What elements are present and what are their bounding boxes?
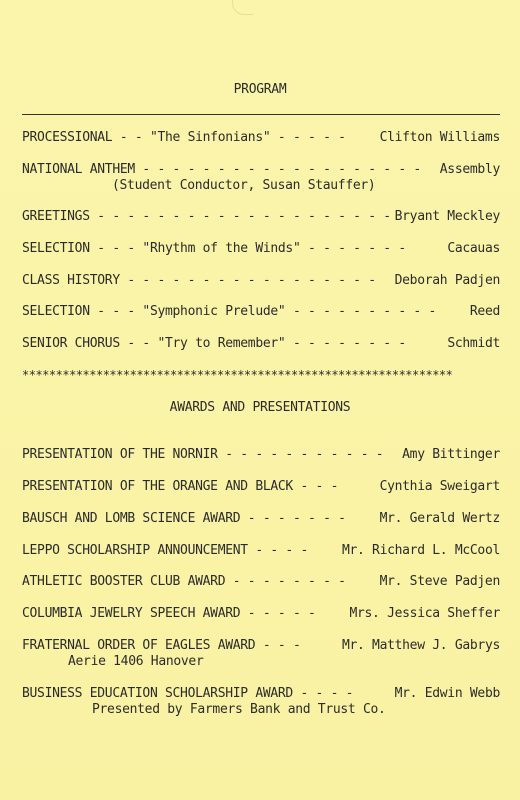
entry-left: BUSINESS EDUCATION SCHOLARSHIP AWARD - - - - [22,686,354,701]
entry-right: Schmidt [447,336,500,351]
entry-right: Mr. Gerald Wertz [379,511,500,526]
entry-right: Mr. Edwin Webb [394,686,500,701]
entry-left: CLASS HISTORY - - - - - - - - - - - - - - - - - [22,273,376,288]
entry-left: NATIONAL ANTHEM - - - - - - - - - - - - - - - - - - - [22,162,421,177]
award-entry [22,543,500,559]
entry-right: Mrs. Jessica Sheffer [349,606,500,621]
program-entry [22,273,500,289]
awards-heading: AWARDS AND PRESENTATIONS [169,400,351,415]
entry-right: Reed [469,304,500,319]
program-entry [22,304,500,320]
award-entry [22,574,500,590]
entry-right: Mr. Steve Padjen [379,574,500,589]
entry-left: PRESENTATION OF THE ORANGE AND BLACK - - - [22,479,339,494]
award-entry [22,479,500,495]
award-entry [22,686,500,702]
entry-left: SELECTION - - - "Symphonic Prelude" - - - - - - - - - - [22,304,436,319]
entry-subline: Presented by Farmers Bank and Trust Co. [92,702,386,717]
entry-right: Mr. Matthew J. Gabrys [341,638,500,653]
paper-fold-mark [232,0,253,15]
program-heading: PROGRAM [233,82,287,97]
award-entry [22,511,500,527]
entry-right: Amy Bittinger [402,447,500,462]
entry-right: Cynthia Sweigart [379,479,500,494]
entry-left: GREETINGS - - - - - - - - - - - - - - - - - - - - [22,209,391,224]
program-entry [22,209,500,225]
entry-left: LEPPO SCHOLARSHIP ANNOUNCEMENT - - - - [22,543,309,558]
program-entry [22,336,500,352]
program-entry [22,241,500,257]
entry-right: Bryant Meckley [394,209,500,224]
entry-subline: Aerie 1406 Hanover [68,654,204,669]
entry-left: FRATERNAL ORDER OF EAGLES AWARD - - - [22,638,301,653]
award-entry [22,638,500,654]
entry-right: Clifton Williams [379,130,500,145]
entry-left: PROCESSIONAL - - "The Sinfonians" - - - - - [22,130,346,145]
entry-subline: (Student Conductor, Susan Stauffer) [112,178,376,193]
entry-left: PRESENTATION OF THE NORNIR - - - - - - - - - - - [22,447,384,462]
entry-right: Assembly [439,162,500,177]
program-entry [22,130,500,146]
award-entry [22,606,500,622]
entry-right: Mr. Richard L. McCool [341,543,500,558]
entry-left: SENIOR CHORUS - - "Try to Remember" - - - - - - - - [22,336,406,351]
entry-left: COLUMBIA JEWELRY SPEECH AWARD - - - - - [22,606,316,621]
entry-left: ATHLETIC BOOSTER CLUB AWARD - - - - - - - - [22,574,346,589]
entry-right: Deborah Padjen [394,273,500,288]
entry-left: BAUSCH AND LOMB SCIENCE AWARD - - - - - - - [22,511,346,526]
program-entry [22,162,500,178]
award-entry [22,447,500,463]
asterisk-separator: **************************************************************** [22,368,453,382]
entry-left: SELECTION - - - "Rhythm of the Winds" - - - - - - - [22,241,406,256]
heading-rule [22,114,500,115]
entry-right: Cacauas [447,241,500,256]
